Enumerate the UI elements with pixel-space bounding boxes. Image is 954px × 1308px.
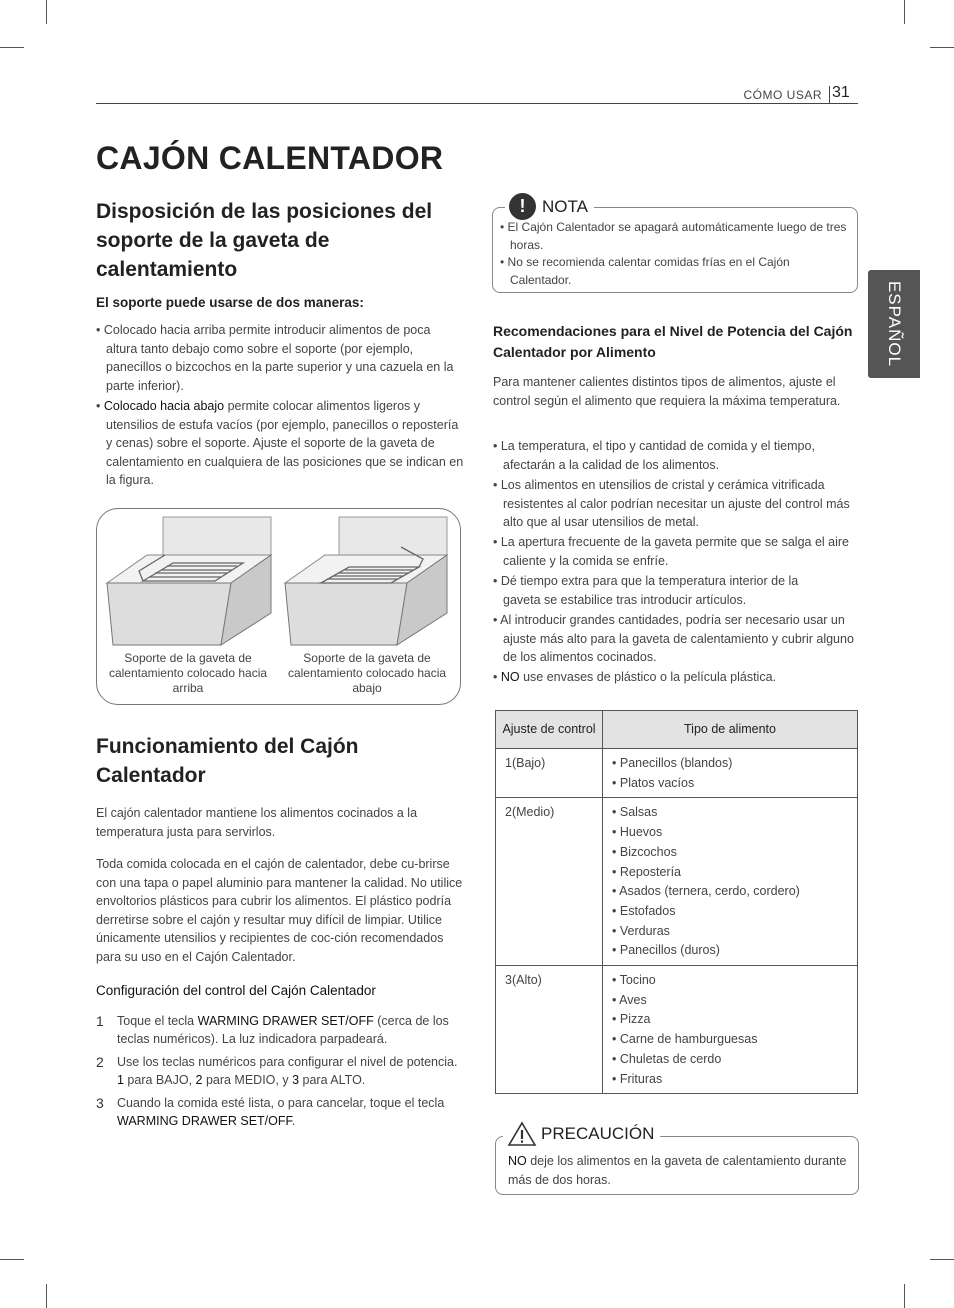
step-number: 2 [96, 1054, 104, 1070]
table-header-cell: Ajuste de control [496, 711, 603, 749]
recommendation-bullet: • Al introducir grandes cantidades, podría ser necesario usar un ajuste más alto para la gaveta de calentamiento y cubrir alguno de los alimentos cocinados. [493, 611, 857, 667]
food-item: • Repostería [612, 863, 849, 883]
food-list-cell [603, 749, 858, 798]
crop-mark [46, 1284, 47, 1308]
food-item: • Aves [612, 991, 849, 1011]
drawer-rack-down-illustration [283, 515, 453, 650]
header-section-label: CÓMO USAR [743, 88, 822, 102]
warning-triangle-icon [507, 1121, 537, 1147]
page-number: 31 [832, 84, 850, 101]
rack-figure [96, 508, 461, 705]
food-item: • Tocino [612, 971, 849, 991]
caution-header [503, 1121, 660, 1147]
crop-mark [0, 1259, 24, 1260]
rack-subheading: El soporte puede usarse de dos maneras: [96, 295, 364, 310]
food-item: • Bizcochos [612, 843, 849, 863]
crop-mark [0, 47, 24, 48]
header-rule [96, 103, 858, 104]
language-tab-label: ESPAÑOL [885, 280, 904, 368]
exclamation-icon: ! [509, 193, 536, 220]
food-item: • Huevos [612, 823, 849, 843]
note-item: • El Cajón Calentador se apagará automáticamente luego de tres horas. [500, 219, 852, 254]
food-item: • Frituras [612, 1070, 849, 1090]
figure-caption-down: Soporte de la gaveta de calentamiento colocado hacia abajo [287, 651, 447, 695]
step-number: 1 [96, 1013, 104, 1029]
food-table [495, 710, 858, 1094]
crop-mark [930, 1259, 954, 1260]
recommendation-bullet: • Los alimentos en utensilios de cristal y cerámica vitrificada resistentes al calor podrían necesitar un ajuste del control más alto que al usar utensilios de metal. [493, 476, 857, 532]
food-list-cell [603, 966, 858, 1094]
food-item: • Pizza [612, 1010, 849, 1030]
caution-text: NO deje los alimentos en la gaveta de calentamiento durante más de dos horas. [508, 1154, 847, 1187]
food-item: • Salsas [612, 803, 849, 823]
food-item: • Platos vacíos [612, 774, 849, 794]
step-text: Cuando la comida esté lista, o para cancelar, toque el tecla WARMING DRAWER SET/OFF. [117, 1096, 445, 1128]
table-row [496, 798, 858, 966]
header-divider [829, 86, 830, 103]
recommendation-bullet: • NO use envases de plástico o la película plástica. [493, 668, 857, 687]
operation-paragraph: Toda comida colocada en el cajón de calentador, debe cu-brirse con una tapa o papel aluminio para mantener la calidad. No utilice envoltorios plásticos para cubrir los alimentos. El plástico podría derretirse sobre el cajón y resultar muy difícil de limpiar. Utilice únicamente utensilios y recipientes de coc-ción recomendados para su uso en el Cajón Calentador. [96, 857, 463, 964]
config-heading: Configuración del control del Cajón Calentador [96, 983, 376, 998]
food-item: • Panecillos (blandos) [612, 754, 849, 774]
crop-mark [904, 1284, 905, 1308]
step-number: 3 [96, 1095, 104, 1111]
table-header-row [496, 711, 858, 749]
recommendation-bullet: • Dé tiempo extra para que la temperatura interior de la gaveta se estabilice tras introducir artículos. [493, 572, 838, 609]
food-list-cell [603, 798, 858, 966]
recommendations-intro: Para mantener calientes distintos tipos de alimentos, ajuste el control según el alimento que requiera la máxima temperatura. [493, 375, 841, 408]
rack-bullet: • Colocado hacia abajo permite colocar alimentos ligeros y utensilios de estufa vacíos (por ejemplo, panecillos o repostería y cenas) sobre el soporte. Ajuste el soporte de la gaveta de calentamiento en cualquiera de las posiciones que se indican en la figura. [96, 397, 466, 490]
table-row [496, 966, 858, 1094]
rack-heading: Disposición de las posiciones del soporte de la gaveta de calentamiento [96, 200, 433, 281]
note-item: • No se recomienda calentar comidas frías en el Cajón Calentador. [500, 254, 852, 289]
control-level-cell: 3(Alto) [496, 966, 603, 1094]
step-text: Use los teclas numéricos para configurar el nivel de potencia. 1 para BAJO, 2 para MEDIO, y 3 para ALTO. [117, 1055, 458, 1087]
drawer-rack-up-illustration [103, 515, 273, 650]
food-item: • Panecillos (duros) [612, 941, 849, 961]
rack-bullet: • Colocado hacia arriba permite introducir alimentos de poca altura tanto debajo como sobre el soporte (por ejemplo, panecillos o bizcochos en la parte superior y una cazuela en la parte inferior). [96, 321, 464, 395]
recommendations-heading: Recomendaciones para el Nivel de Potencia del Cajón Calentador por Alimento [493, 323, 853, 360]
recommendation-bullet: • La apertura frecuente de la gaveta permite que se salga el aire caliente y la comida se enfríe. [493, 533, 857, 570]
operation-heading: Funcionamiento del Cajón Calentador [96, 735, 359, 787]
recommendation-bullet: • La temperatura, el tipo y cantidad de comida y el tiempo, afectarán a la calidad de los alimentos. [493, 437, 853, 474]
food-item: • Carne de hamburguesas [612, 1030, 849, 1050]
food-item: • Estofados [612, 902, 849, 922]
food-item: • Asados (ternera, cerdo, cordero) [612, 882, 849, 902]
language-tab [868, 270, 920, 378]
note-header [505, 193, 594, 220]
crop-mark [46, 0, 47, 24]
food-item: • Chuletas de cerdo [612, 1050, 849, 1070]
note-label: NOTA [542, 196, 588, 216]
control-level-cell: 1(Bajo) [496, 749, 603, 798]
crop-mark [904, 0, 905, 24]
table-row [496, 749, 858, 798]
crop-mark [930, 47, 954, 48]
control-level-cell: 2(Medio) [496, 798, 603, 966]
step-text: Toque el tecla WARMING DRAWER SET/OFF (cerca de los teclas numéricos). La luz indicadora parpadeará. [117, 1014, 449, 1046]
caution-label: PRECAUCIÓN [541, 1124, 655, 1143]
operation-paragraph: El cajón calentador mantiene los alimentos cocinados a la temperatura justa para servirlos. [96, 806, 418, 839]
page-title: CAJÓN CALENTADOR [96, 140, 444, 176]
figure-caption-up: Soporte de la gaveta de calentamiento colocado hacia arriba [108, 651, 268, 695]
table-header-cell: Tipo de alimento [603, 711, 858, 749]
food-item: • Verduras [612, 922, 849, 942]
